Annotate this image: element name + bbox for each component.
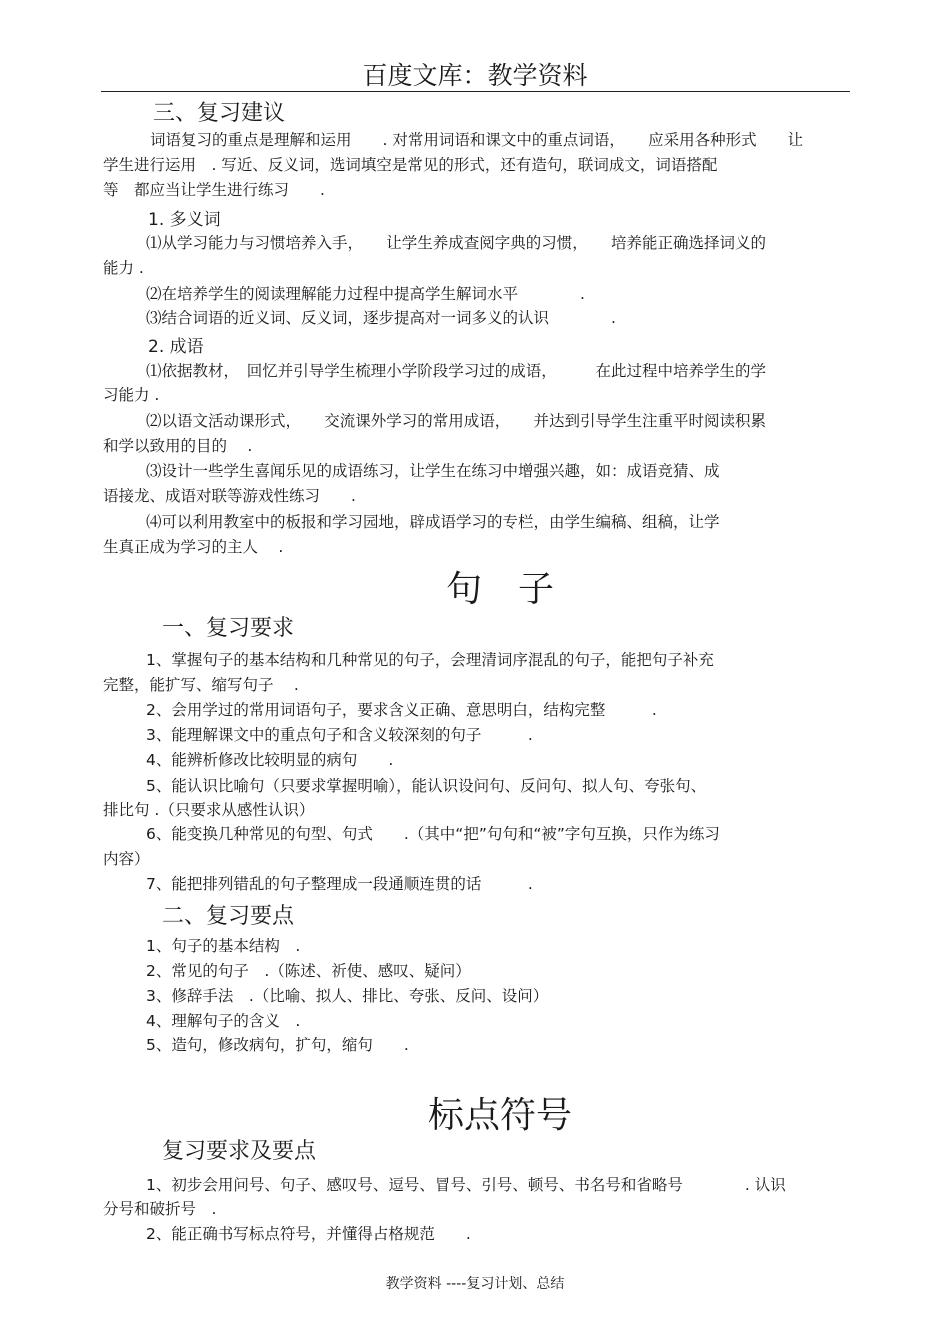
paragraph-line: 语接龙、成语对联等游戏性练习 . (103, 487, 356, 505)
chapter-title: 标点符号 (427, 1095, 572, 1136)
paragraph-line: 内容） (103, 850, 150, 868)
paragraph-line: 2、会用学过的常用词语句子，要求含义正确、意思明白，结构完整 . (146, 701, 657, 719)
paragraph-line: ⑴从学习能力与习惯培养入手， 让学生养成查阅字典的习惯， 培养能正确选择词义的 (146, 234, 767, 252)
paragraph-line: 等 都应当让学生进行练习 . (103, 181, 325, 199)
paragraph-line: 分号和破折号 . (103, 1200, 217, 1218)
subheading: 1. 多义词 (148, 210, 221, 230)
page-footer: 教学资料 ----复习计划、总结 (385, 1276, 565, 1292)
paragraph-line: 4、能辨析修改比较明显的病句 . (146, 751, 394, 769)
list-item: 4、理解句子的含义 . (146, 1012, 301, 1030)
paragraph-line: ⑷可以利用教室中的板报和学习园地，辟成语学习的专栏，由学生编稿、组稿，让学 (146, 513, 720, 531)
paragraph-line: 3、能理解课文中的重点句子和含义较深刻的句子 . (146, 726, 533, 744)
paragraph-line: 6、能变换几种常见的句型、句式 .（其中“把”句句和“被”字句互换，只作为练习 (146, 825, 720, 843)
list-item: 3、修辞手法 .（比喻、拟人、排比、夸张、反问、设问） (146, 987, 549, 1005)
header-divider (101, 91, 850, 92)
paragraph-line: 能力 . (103, 259, 144, 277)
page-header-title: 百度文库：教学资料 (362, 61, 588, 90)
section-heading: 复习要求及要点 (162, 1139, 317, 1164)
paragraph-line: ⑶结合词语的近义词、反义词，逐步提高对一词多义的认识 . (146, 309, 616, 327)
paragraph-line: 排比句 .（只要求从感性认识） (103, 801, 315, 819)
paragraph-line: 1、初步会用问号、句子、感叹号、逗号、冒号、引号、顿号、书名号和省略号 . 认识 (146, 1176, 786, 1194)
list-item: 2、常见的句子 .（陈述、祈使、感叹、疑问） (146, 962, 471, 980)
list-item: 1、句子的基本结构 . (146, 937, 301, 955)
paragraph-line: ⑵在培养学生的阅读理解能力过程中提高学生解词水平 . (146, 285, 585, 303)
paragraph-line: 1、掌握句子的基本结构和几种常见的句子，会理清词序混乱的句子，能把句子补充 (146, 651, 714, 669)
paragraph-line: 学生进行运用 . 写近、反义词，选词填空是常见的形式，还有造句，联词成文，词语搭配 (103, 156, 718, 174)
list-item: 5、造句，修改病句，扩句，缩句 . (146, 1036, 409, 1054)
paragraph-line: 和学以致用的目的 . (103, 437, 253, 455)
paragraph-line: 5、能认识比喻句（只要求掌握明喻），能认识设问句、反问句、拟人句、夸张句、 (146, 777, 707, 795)
paragraph-line: 习能力 . (103, 386, 160, 404)
paragraph-line: 词语复习的重点是理解和运用 . 对常用词语和课文中的重点词语， 应采用各种形式 让 (150, 131, 804, 149)
paragraph-line: ⑶设计一些学生喜闻乐见的成语练习，让学生在练习中增强兴趣，如：成语竞猜、成 (146, 462, 720, 480)
paragraph-line: ⑵以语文活动课形式， 交流课外学习的常用成语， 并达到引导学生注重平时阅读积累 (146, 412, 767, 430)
paragraph-line: 7、能把排列错乱的句子整理成一段通顺连贯的话 . (146, 875, 533, 893)
paragraph-line: 生真正成为学习的主人 . (103, 538, 284, 556)
section-heading: 一、复习要求 (162, 616, 295, 641)
chapter-title: 句 子 (445, 569, 554, 610)
paragraph-line: 完整，能扩写、缩写句子 . (103, 676, 299, 694)
paragraph-line: 2、能正确书写标点符号，并懂得占格规范 . (146, 1225, 471, 1243)
subheading: 2. 成语 (148, 337, 204, 357)
section-heading: 三、复习建议 (153, 101, 286, 126)
paragraph-line: ⑴依据教材， 回忆并引导学生梳理小学阶段学习过的成语， 在此过程中培养学生的学 (146, 362, 767, 380)
section-heading: 二、复习要点 (162, 904, 295, 929)
